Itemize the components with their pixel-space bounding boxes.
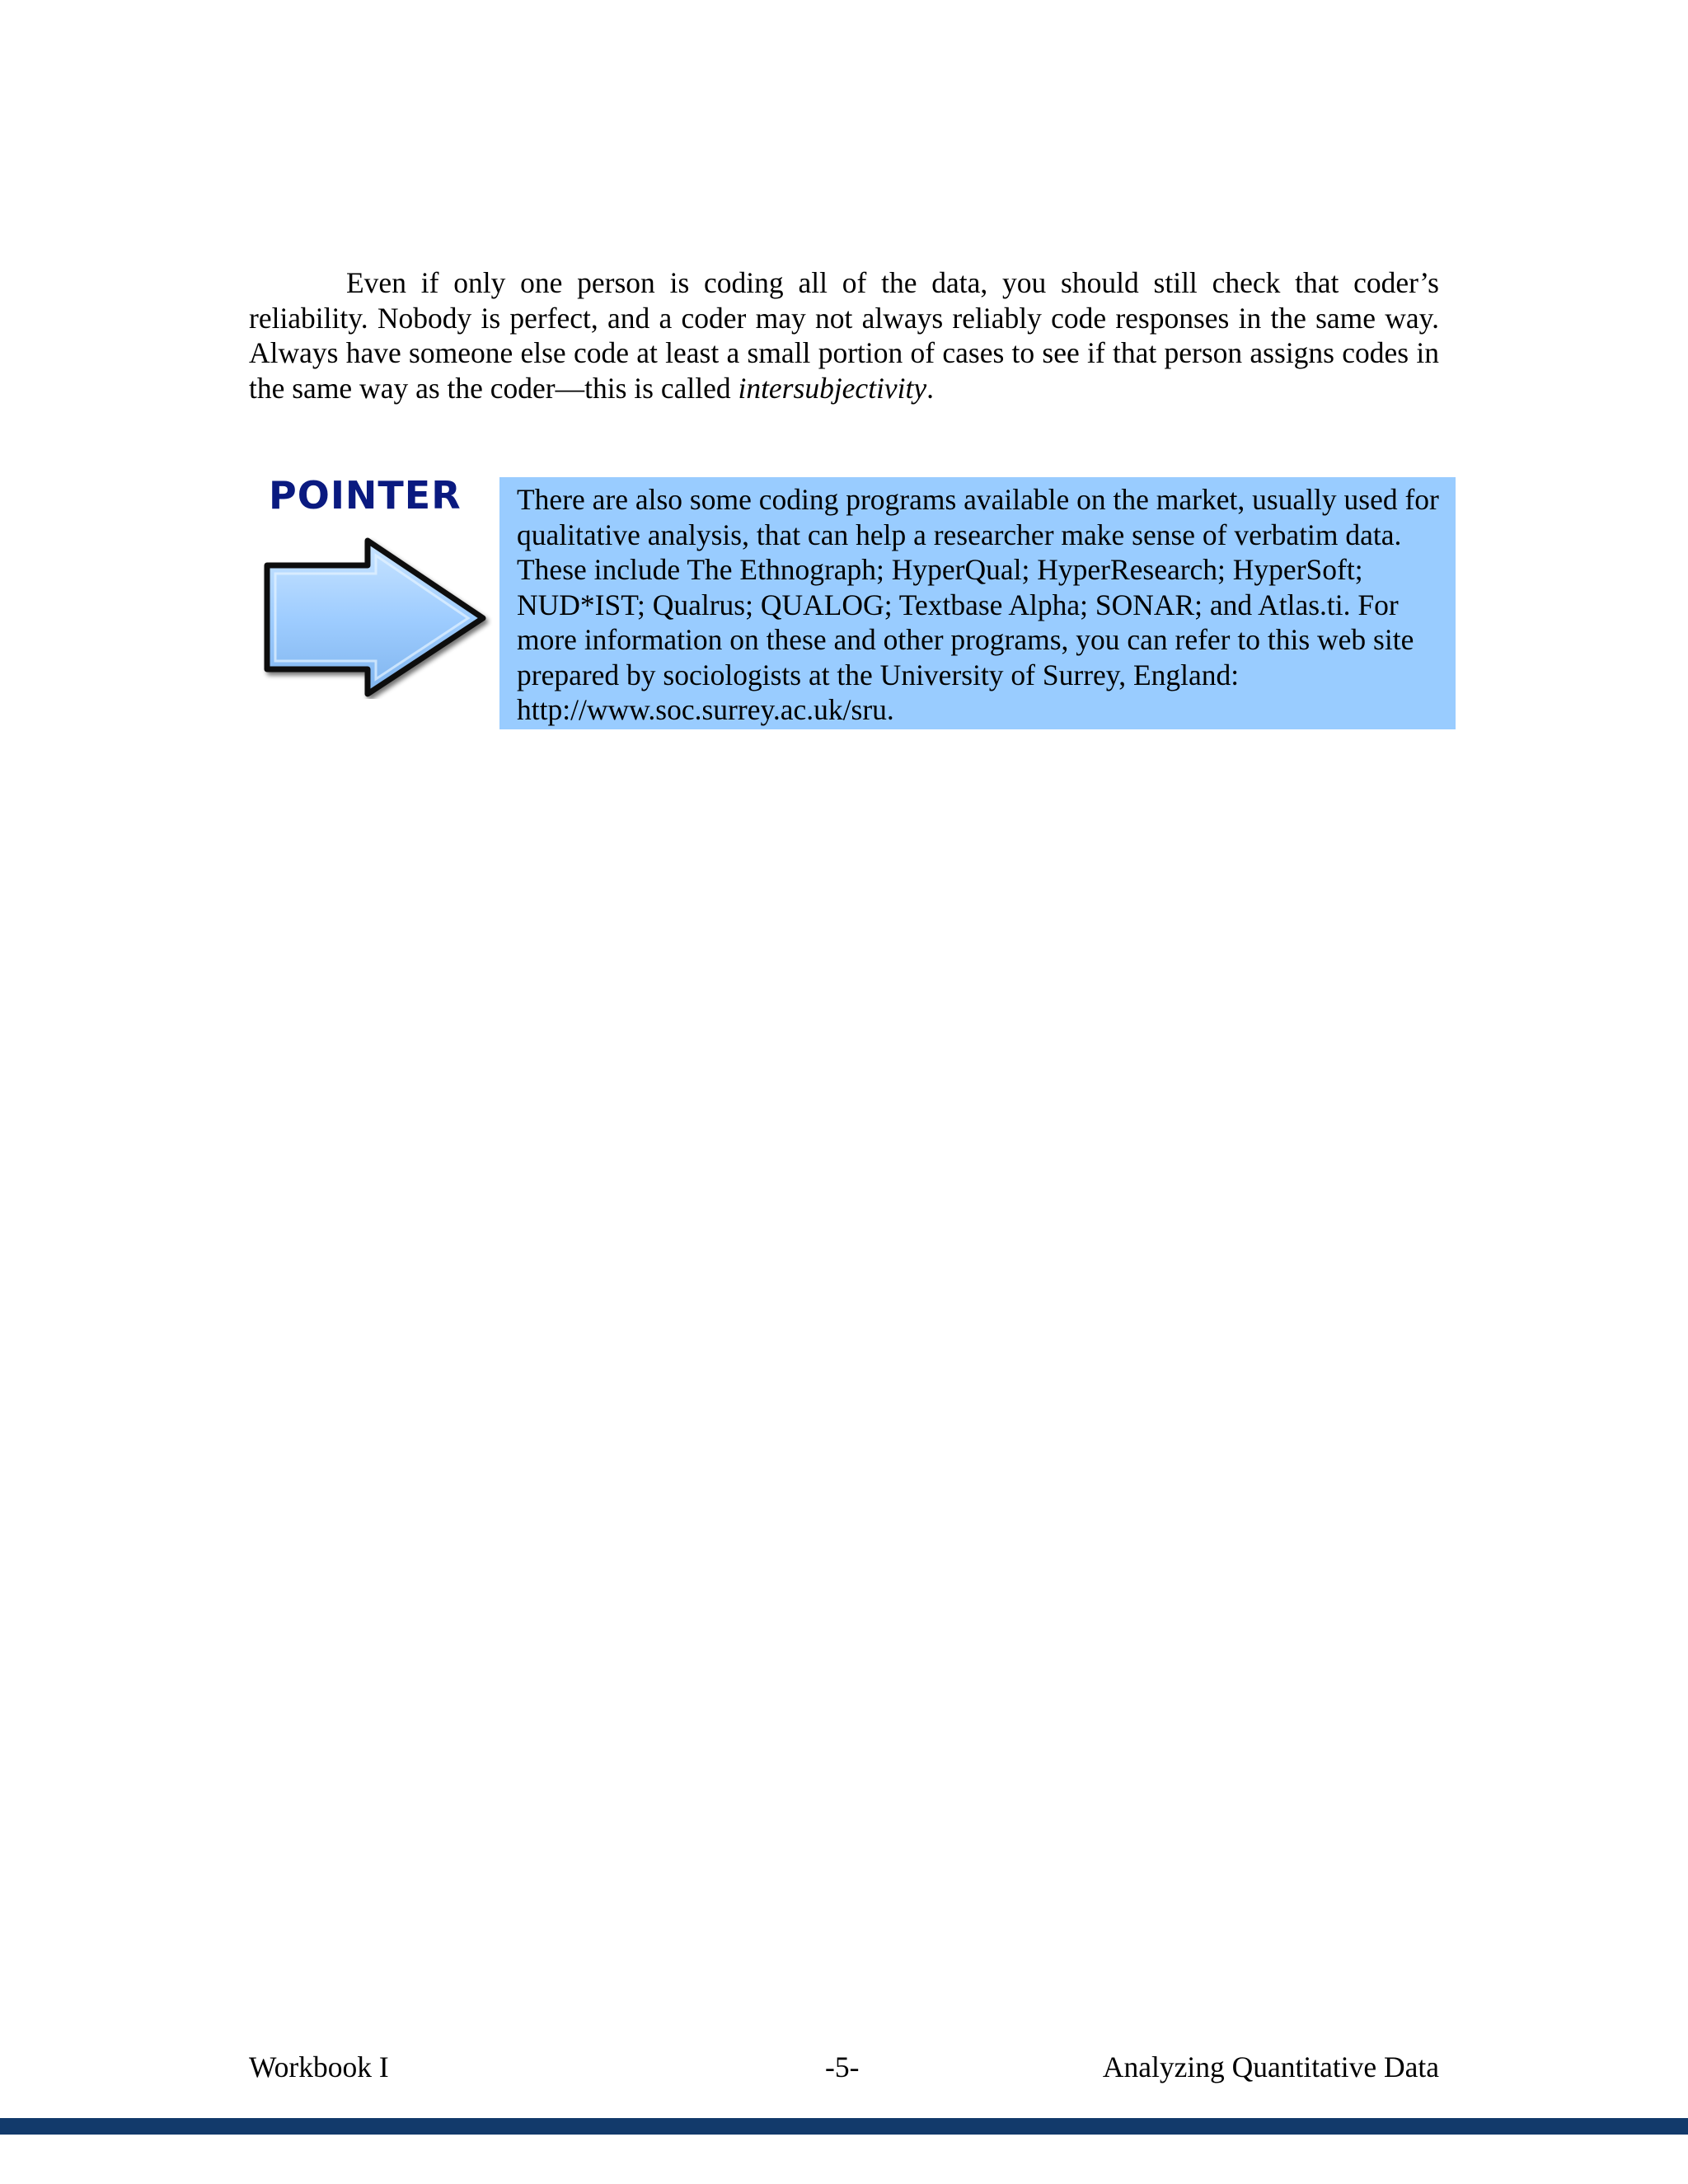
pointer-label: POINTER [269, 473, 462, 518]
paragraph-term: intersubjectivity [738, 371, 927, 405]
pointer-callout [499, 477, 1456, 729]
footer-workbook-title: Workbook I [249, 2050, 389, 2083]
footer-page-number: -5- [825, 2050, 860, 2083]
right-arrow-icon [260, 537, 493, 699]
footer-bar [0, 2118, 1688, 2135]
paragraph-text: Even if only one person is coding all of the data, you should still check that coder’s reliability. Nobody is perfect, and a coder may not always reliably code responses in the same way. Always have someone else code at least a small portion of cases to see if that person assigns codes in the same way as the coder—this is called [249, 266, 1439, 405]
paragraph-end: . [926, 371, 935, 405]
body-paragraph [249, 265, 1439, 405]
pointer-text: There are also some coding programs available on the market, usually used for qualitative analysis, that can help a researcher make sense of verbatim data. These include The Ethnograph; HyperQual; HyperResearch; HyperSoft; NUD*IST; Qualrus; QUALOG; Textbase Alpha; SONAR; and Atlas.ti. For more information on these and other programs, you can refer to this web site prepared by sociologists at the University of Surrey, England: http://www.soc.surrey.ac.uk/sru. [517, 483, 1439, 726]
footer-section-title: Analyzing Quantitative Data [1102, 2050, 1439, 2083]
